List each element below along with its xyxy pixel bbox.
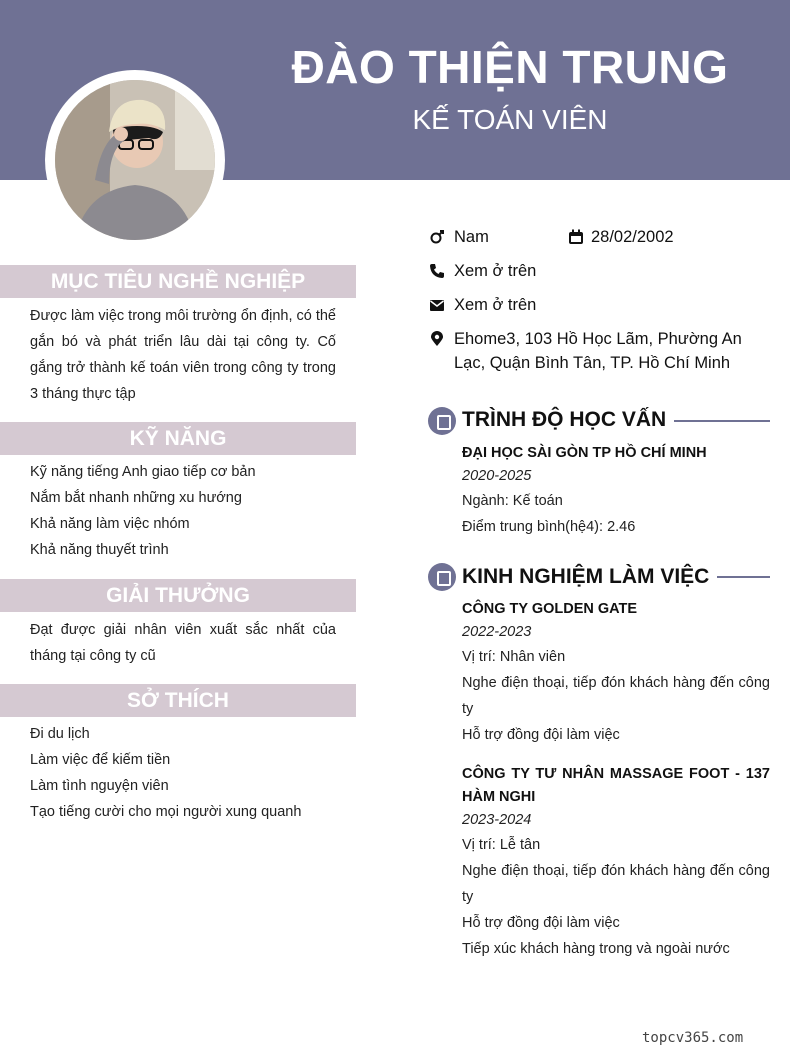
location-icon	[429, 331, 445, 347]
email-value: Xem ở trên	[454, 296, 537, 314]
gender-value: Nam	[454, 228, 489, 246]
job-company: CÔNG TY TƯ NHÂN MASSAGE FOOT - 137 HÀM NGHI	[462, 766, 770, 805]
email-icon	[429, 297, 445, 313]
job-duty: Nghe điện thoại, tiếp đón khách hàng đến công ty	[462, 863, 770, 905]
gender-icon	[429, 229, 445, 245]
list-item: Khả năng thuyết trình	[30, 542, 169, 558]
hobbies-list	[30, 721, 350, 825]
objective-text: Được làm việc trong môi trường ổn định, có thể gắn bó và phát triển lâu dài tại công ty. Cố gắng trở thành kế toán viên trong công ty trong 3 tháng thực tập	[30, 308, 337, 402]
candidate-name: ĐÀO THIỆN TRUNG	[291, 41, 729, 93]
experience-heading: KINH NGHIỆM LÀM VIỆC	[462, 563, 717, 591]
address-line-2: Lạc, Quận Bình Tân, TP. Hồ Chí Minh	[454, 354, 731, 372]
job-period: 2022-2023	[462, 624, 532, 640]
job-title: KẾ TOÁN VIÊN	[412, 104, 608, 135]
job-duty: Tiếp xúc khách hàng trong và ngoài nước	[462, 941, 730, 957]
education-major: Ngành: Kế toán	[462, 493, 563, 509]
education-gpa: Điểm trung bình(hệ4): 2.46	[462, 519, 636, 535]
skills-list	[30, 459, 350, 563]
job-duty: Hỗ trợ đồng đội làm việc	[462, 915, 620, 931]
school-name: ĐẠI HỌC SÀI GÒN TP HỒ CHÍ MINH	[462, 445, 707, 461]
list-item: Tạo tiếng cười cho mọi người xung quanh	[30, 804, 302, 820]
hobbies-heading: SỞ THÍCH	[0, 684, 356, 717]
job-period: 2023-2024	[462, 812, 532, 828]
job-position: Vị trí: Nhân viên	[462, 649, 566, 665]
job-duty: Hỗ trợ đồng đội làm việc	[462, 727, 620, 743]
list-item: Nắm bắt nhanh những xu hướng	[30, 490, 242, 506]
address-line-1: Ehome3, 103 Hồ Học Lãm, Phường An	[454, 330, 742, 348]
watermark: topcv365.com	[642, 1030, 744, 1046]
experience-rule	[714, 576, 770, 578]
avatar	[55, 80, 215, 240]
job-company: CÔNG TY GOLDEN GATE	[462, 601, 638, 617]
education-icon	[428, 407, 456, 435]
awards-text: Đạt được giải nhân viên xuất sắc nhất của tháng tại công ty cũ	[30, 622, 336, 664]
list-item: Đi du lịch	[30, 726, 90, 742]
awards-heading: GIẢI THƯỞNG	[0, 579, 356, 612]
list-item: Làm tình nguyện viên	[30, 778, 169, 794]
job-duty: Nghe điện thoại, tiếp đón khách hàng đến công ty	[462, 675, 770, 717]
calendar-icon	[568, 229, 584, 245]
education-rule	[668, 420, 770, 422]
education-heading: TRÌNH ĐỘ HỌC VẤN	[462, 406, 674, 434]
education-period: 2020-2025	[462, 468, 532, 484]
birthday-value: 28/02/2002	[591, 228, 674, 246]
experience-icon	[428, 563, 456, 591]
list-item: Làm việc để kiếm tiền	[30, 752, 171, 768]
phone-value: Xem ở trên	[454, 262, 537, 280]
list-item: Khả năng làm việc nhóm	[30, 516, 190, 532]
objective-heading: MỤC TIÊU NGHỀ NGHIỆP	[0, 265, 356, 298]
phone-icon	[429, 263, 445, 279]
job-position: Vị trí: Lễ tân	[462, 837, 541, 853]
list-item: Kỹ năng tiếng Anh giao tiếp cơ bản	[30, 464, 256, 480]
skills-heading: KỸ NĂNG	[0, 422, 356, 455]
